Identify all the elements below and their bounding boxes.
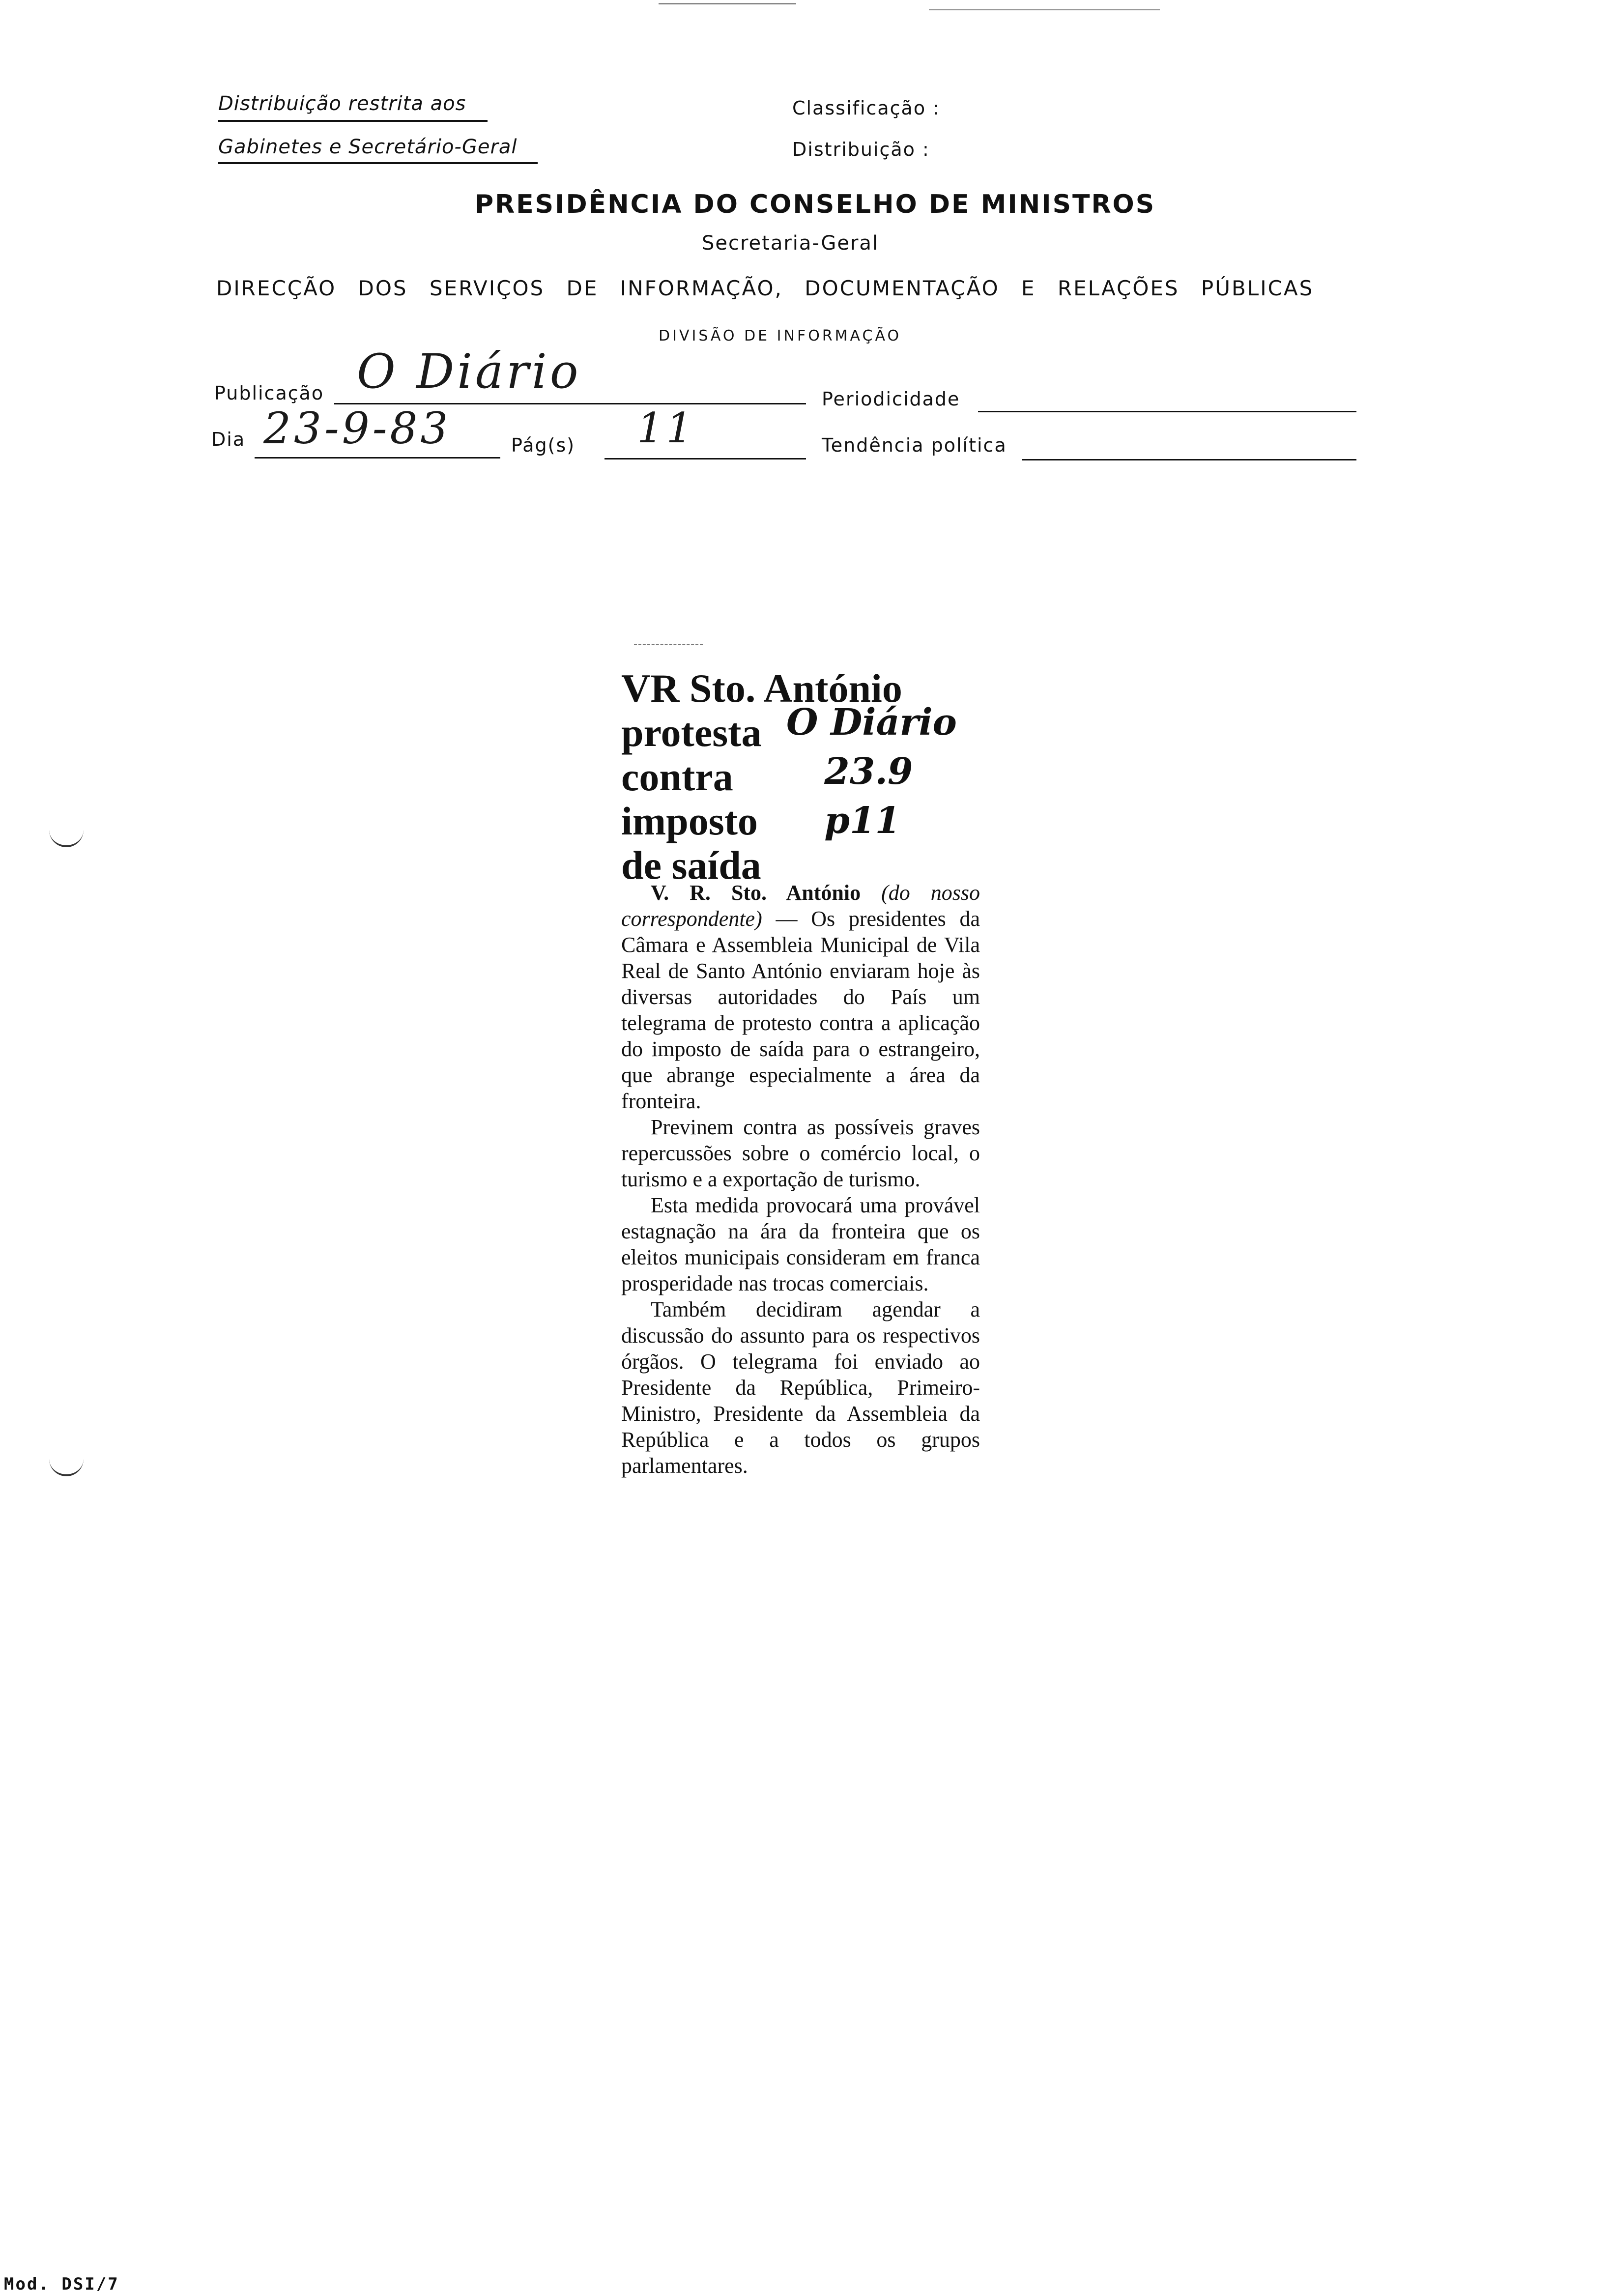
clipping-paragraph — [621, 880, 980, 1114]
pags-line — [604, 458, 806, 459]
headline-line: de saída — [621, 843, 761, 888]
clipping-paragraph: Também decidiram agendar a discussão do assunto para os respectivos órgãos. O telegrama foi enviado ao Presidente da República, Primeiro-Ministro, Presidente da Assembleia da República e a todos os grupos parlamentares. — [621, 1297, 980, 1478]
publicacao-label: Publicação — [214, 382, 324, 404]
restricted-line-1: Distribuição restrita aos — [218, 92, 466, 115]
periodicidade-line — [978, 411, 1356, 412]
restricted-line-2: Gabinetes e Secretário-Geral — [218, 136, 518, 158]
clipping-paragraph: Esta medida provocará uma provável estagnação na ára da fronteira que os eleitos municipais consideram em franca prosperidade nas trocas comerciais. — [621, 1193, 980, 1295]
byline-source: (do nosso correspondente) — [621, 881, 980, 931]
headline-line: imposto — [621, 799, 758, 843]
distribuicao-label: Distribuição : — [792, 139, 930, 160]
dia-line — [255, 457, 500, 459]
headline-line: contra — [621, 754, 733, 799]
restricted-underline — [218, 120, 488, 122]
publicacao-value: O Diário — [357, 344, 581, 399]
headline-line: protesta — [621, 710, 762, 755]
headline-line: VR Sto. António — [621, 666, 902, 711]
form-code: Mod. DSI/7 — [4, 2274, 119, 2294]
scan-artifact-line — [659, 3, 796, 4]
restricted-underline — [218, 162, 538, 164]
periodicidade-label: Periodicidade — [822, 388, 960, 410]
margin-punch-mark — [49, 1455, 84, 1476]
tendencia-label: Tendência política — [822, 434, 1007, 456]
pags-label: Pág(s) — [511, 434, 576, 456]
handwritten-clipping-note: O Diário 23.9 p11 — [786, 701, 957, 842]
pags-value: 11 — [637, 404, 695, 452]
byline: V. R. Sto. António — [651, 881, 861, 905]
page-subtitle: Secretaria-Geral — [702, 232, 879, 255]
page-title: PRESIDÊNCIA DO CONSELHO DE MINISTROS — [475, 190, 1156, 219]
scan-artifact-line — [929, 9, 1160, 10]
tendencia-line — [1022, 459, 1356, 460]
dia-label: Dia — [211, 429, 246, 450]
clipping-paragraph: Previnem contra as possíveis graves repercussões sobre o comércio local, o turismo e a exportação de turismo. — [621, 1115, 980, 1191]
clipping-top-dash — [634, 644, 703, 645]
clipping-body — [621, 880, 980, 1479]
divisao-label: DIVISÃO DE INFORMAÇÃO — [659, 327, 902, 344]
dia-value: 23-9-83 — [263, 403, 451, 454]
classificacao-label: Classificação : — [792, 97, 940, 119]
direccao-line: DIRECÇÃO DOS SERVIÇOS DE INFORMAÇÃO, DOCUMENTAÇÃO E RELAÇÕES PÚBLICAS — [216, 276, 1314, 300]
paragraph-text: — Os presidentes da Câmara e Assembleia Municipal de Vila Real de Santo António enviaram hoje às diversas autoridades do País um telegrama de protesto contra a aplicação do imposto de saída para o estrangeiro, que abrange especialmente a área da fronteira. — [621, 907, 980, 1113]
margin-punch-mark — [49, 826, 84, 847]
